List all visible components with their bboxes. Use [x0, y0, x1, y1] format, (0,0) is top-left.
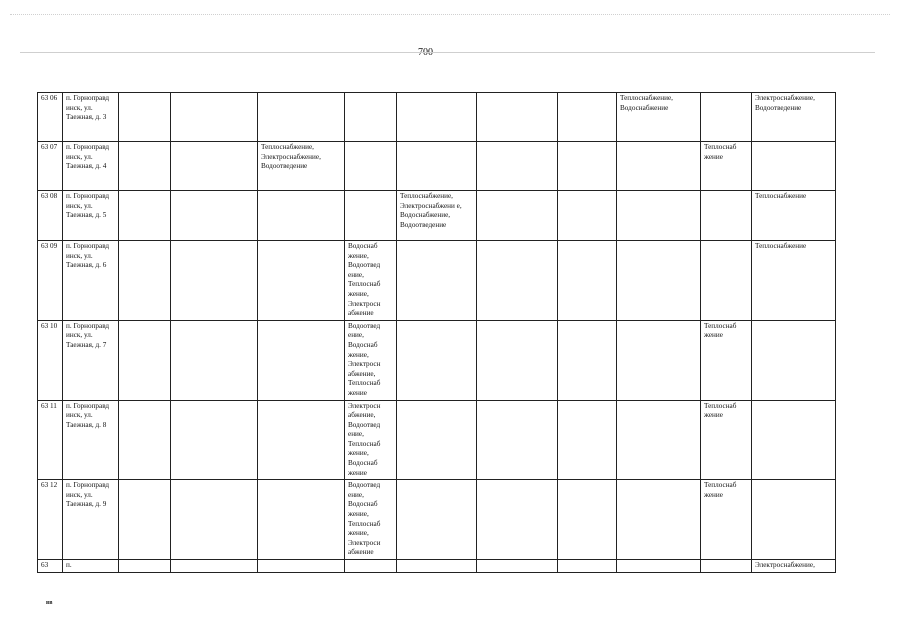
address-cell: п.	[63, 560, 119, 573]
table-cell	[119, 93, 171, 142]
address-cell: п. Горноправд инск, ул. Таежная, д. 7	[63, 320, 119, 400]
table-cell: Теплоснабжение	[752, 241, 836, 321]
table-cell	[171, 400, 258, 480]
table-row	[38, 93, 836, 142]
table-cell	[701, 191, 752, 241]
table-cell	[345, 560, 397, 573]
table-cell	[397, 241, 477, 321]
table-cell: Теплоснабжение, Электроснабжение, Водоотведение	[258, 142, 345, 191]
table-cell	[477, 93, 558, 142]
table-cell	[171, 241, 258, 321]
table-cell	[397, 400, 477, 480]
table-cell	[397, 93, 477, 142]
table-cell	[752, 480, 836, 560]
address-cell: п. Горноправд инск, ул. Таежная, д. 9	[63, 480, 119, 560]
table-cell: Водоотвед ение, Водоснаб жение, Теплоснаб жение, Электроси абжение	[345, 480, 397, 560]
row-number-cell: 63 06	[38, 93, 63, 142]
table-cell: Теплоснаб жение	[701, 480, 752, 560]
table-cell	[701, 93, 752, 142]
table-cell	[171, 93, 258, 142]
table-cell	[345, 191, 397, 241]
table-cell	[617, 480, 701, 560]
table-cell	[558, 241, 617, 321]
table-cell	[477, 560, 558, 573]
row-number-cell: 63	[38, 560, 63, 573]
table-cell: Теплоснабжение, Электроснабжени е, Водоснабжение, Водоотведение	[397, 191, 477, 241]
row-number-cell: 63 09	[38, 241, 63, 321]
table-cell	[617, 191, 701, 241]
table-cell: Водоснаб жение, Водоотвед ение, Теплоснаб жение, Электросн абжение	[345, 241, 397, 321]
table-cell	[171, 480, 258, 560]
table-cell: Теплоснабжение, Водоснабжение	[617, 93, 701, 142]
row-number-cell: 63 10	[38, 320, 63, 400]
table-cell	[258, 93, 345, 142]
table-row	[38, 480, 836, 560]
table-cell	[752, 320, 836, 400]
table-cell: Водоотвед ение, Водоснаб жение, Электросн абжение, Теплоснаб жение	[345, 320, 397, 400]
table-cell	[258, 400, 345, 480]
table-cell	[397, 142, 477, 191]
footer-mark: вв	[46, 600, 53, 606]
table-cell	[258, 480, 345, 560]
table-cell	[119, 480, 171, 560]
table-cell: Теплоснабжение	[752, 191, 836, 241]
table-body	[38, 93, 836, 573]
table-cell	[258, 560, 345, 573]
table-cell	[558, 560, 617, 573]
table-cell	[119, 241, 171, 321]
table-cell	[258, 320, 345, 400]
table-cell	[617, 560, 701, 573]
table-cell	[477, 400, 558, 480]
scan-noise-line	[10, 14, 890, 16]
table-cell	[558, 400, 617, 480]
row-number-cell: 63 12	[38, 480, 63, 560]
table-row	[38, 241, 836, 321]
table-cell	[701, 241, 752, 321]
table-cell	[752, 400, 836, 480]
data-table	[37, 92, 836, 573]
table-cell	[617, 142, 701, 191]
address-cell: п. Горноправд инск, ул. Таежная, д. 6	[63, 241, 119, 321]
table-row	[38, 142, 836, 191]
table-cell	[119, 560, 171, 573]
table-cell	[477, 191, 558, 241]
address-cell: п. Горноправд инск, ул. Таежная, д. 5	[63, 191, 119, 241]
row-number-cell: 63 07	[38, 142, 63, 191]
table-cell	[397, 480, 477, 560]
table-cell	[171, 142, 258, 191]
table-cell	[617, 400, 701, 480]
table-cell: Электроснабжение,	[752, 560, 836, 573]
header-rule	[20, 52, 875, 53]
table-cell: Теплоснаб жение	[701, 142, 752, 191]
table-cell	[617, 320, 701, 400]
table-cell	[119, 142, 171, 191]
row-number-cell: 63 11	[38, 400, 63, 480]
table-row	[38, 191, 836, 241]
table-row	[38, 560, 836, 573]
table-cell: Электроснабжение, Водоотведение	[752, 93, 836, 142]
table-cell	[397, 320, 477, 400]
table-cell	[397, 560, 477, 573]
row-number-cell: 63 08	[38, 191, 63, 241]
table-cell	[558, 142, 617, 191]
table-cell	[171, 320, 258, 400]
address-cell: п. Горноправд инск, ул. Таежная, д. 3	[63, 93, 119, 142]
address-cell: п. Горноправд инск, ул. Таежная, д. 4	[63, 142, 119, 191]
table-cell	[345, 93, 397, 142]
table-row	[38, 320, 836, 400]
table-cell	[752, 142, 836, 191]
table-cell	[345, 142, 397, 191]
page-number: 700	[418, 47, 433, 58]
table-cell	[119, 191, 171, 241]
table-cell: Теплоснаб жение	[701, 400, 752, 480]
table-cell	[171, 191, 258, 241]
table-cell: Электросн абжение, Водоотвед ение, Теплоснаб жение, Водоснаб жение	[345, 400, 397, 480]
table-cell	[171, 560, 258, 573]
table-cell	[558, 191, 617, 241]
table-cell	[258, 191, 345, 241]
table-row	[38, 400, 836, 480]
table-cell	[558, 320, 617, 400]
table-cell	[477, 480, 558, 560]
table-cell	[477, 142, 558, 191]
table-cell	[477, 320, 558, 400]
table-cell	[477, 241, 558, 321]
table-cell	[558, 480, 617, 560]
address-cell: п. Горноправд инск, ул. Таежная, д. 8	[63, 400, 119, 480]
table-cell	[119, 400, 171, 480]
table-cell	[119, 320, 171, 400]
table-cell	[617, 241, 701, 321]
table-cell	[558, 93, 617, 142]
table-cell	[258, 241, 345, 321]
table-cell: Теплоснаб жение	[701, 320, 752, 400]
table-cell	[701, 560, 752, 573]
